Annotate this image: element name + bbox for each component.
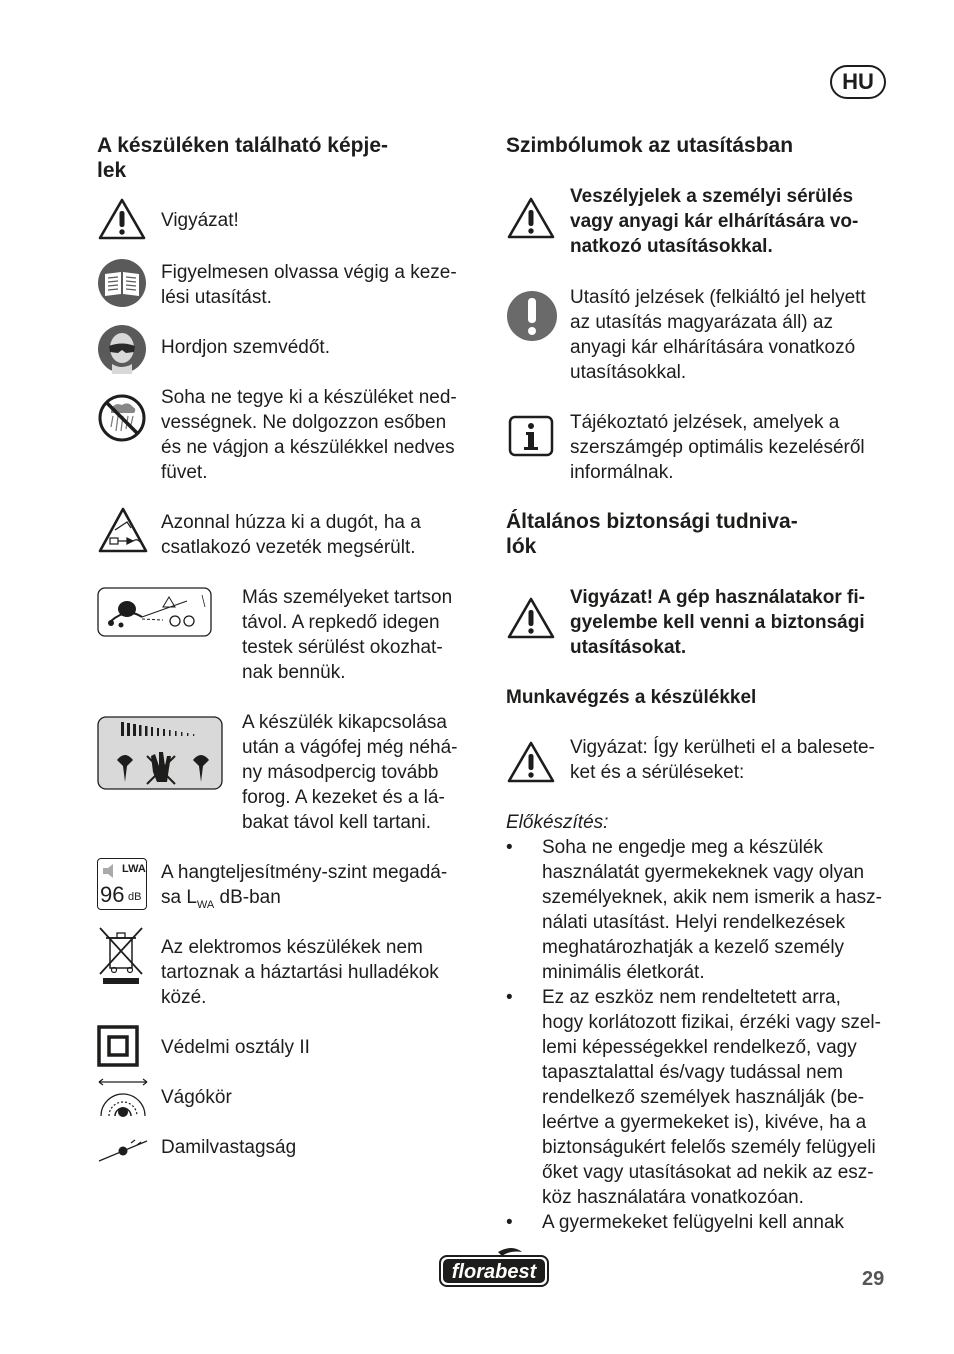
florabest-logo [438,1246,550,1290]
preparation-list [506,835,901,1235]
warning-triangle-icon [506,196,556,240]
preparation-label: Előkészítés: [506,812,609,833]
protection-class-ii-icon [97,1025,139,1067]
left-heading: A készüléken található képje- lek [97,134,388,182]
accident-warning-text: Vigyázat: Így kerülheti el a balesete- ket és a sérüléseket: [570,737,875,783]
eye-protection-icon [97,324,147,374]
crossed-bin-icon [97,926,145,986]
speaker-icon [102,863,120,879]
no-rain-text: Soha ne tegye ki a készüléket ned- vességnek. Ne dolgozzon esőben és ne vágjon a készülékkel nedves füvet. [161,387,457,483]
hands-away-text: A készülék kikapcsolása után a vágófej még néhá- ny másodpercig tovább forog. A kezeket és a lá- bakat távol kell tartani. [242,712,458,833]
keep-distance-text: Más személyeket tartson távol. A repkedő idegen testek sérülést okozhat- nak bennük. [242,587,453,683]
right-heading: Szimbólumok az utasításban [506,134,794,157]
unplug-warning-icon [97,506,149,554]
list-item: • Soha ne engedje meg a készülék használatát gyermekeknek vagy olyan személyeknek, akik nem ismerik a hasz- nálati utasítást. Helyi rendelkezések meghatározhatják a kezelő személy minimális életkorát. [506,835,901,985]
logo-text: florabest [451,1261,537,1283]
list-item: • A gyermekeket felügyelni kell annak [506,1210,901,1235]
sound-level-icon [97,858,147,910]
sound-badge-value: 96 [100,882,125,907]
line-thickness-text: Damilvastagság [161,1137,297,1158]
warning-triangle-icon [506,596,556,640]
sound-level-text: A hangteljesítmény-szint megadá- sa $L_{WA}$ dB-ban [161,862,448,911]
subheading: Munkavégzés a készülékkel [506,687,757,708]
no-rain-icon [97,393,147,443]
danger-symbol-text: Veszélyjelek a személyi sérülés vagy anyagi kár elhárítására vo- natkozó utasításokkal. [570,186,859,257]
sound-badge-unit: dB [128,891,142,903]
hands-away-icon [97,716,223,790]
eye-protection-text: Hordjon szemvédőt. [161,337,330,358]
sound-badge-label: LWA [122,863,146,875]
keep-distance-icon [97,587,212,637]
caution-text: Vigyázat! [161,210,239,231]
info-symbol-text: Tájékoztató jelzések, amelyek a szerszámgép optimális kezeléséről informálnak. [570,412,865,483]
exclamation-circle-icon [506,290,558,342]
language-badge: HU [830,65,886,99]
info-icon [508,415,554,457]
line-thickness-icon [97,1133,149,1163]
safety-heading: Általános biztonsági tudniva- lók [506,510,798,558]
cutting-circle-text: Vágókör [161,1087,232,1108]
cutting-circle-icon [97,1078,149,1118]
read-manual-text: Figyelmesen olvassa végig a keze- lési utasítást. [161,262,457,308]
instruction-symbol-text: Utasító jelzések (felkiáltó jel helyett az utasítás magyarázata áll) az anyagi kár elhárítására vonatkozó utasításokkal. [570,287,866,383]
unplug-text: Azonnal húzza ki a dugót, ha a csatlakozó vezeték megsérült. [161,512,421,558]
warning-triangle-icon [97,197,147,241]
page-number: 29 [862,1268,885,1290]
list-item: • Ez az eszköz nem rendeltetett arra, hogy korlátozott fizikai, érzéki vagy szel- lemi képességekkel rendelkező, vagy tapasztalattal és/vagy tudással nem rendelkező személyek használják (be- leértve a gyermekeket is), kivéve, ha a biztonságukért felelős személy felügyeli őket vagy utasításokat ad nekik az esz- köz használatára vonatkozóan. [506,985,901,1210]
safety-warning-text: Vigyázat! A gép használatakor fi- gyelembe kell venni a biztonsági utasításokat. [570,587,865,658]
read-manual-icon [97,258,147,308]
warning-triangle-icon [506,740,556,784]
protection-class-text: Védelmi osztály II [161,1037,310,1058]
disposal-text: Az elektromos készülékek nem tartoznak a háztartási hulladékok közé. [161,937,439,1008]
